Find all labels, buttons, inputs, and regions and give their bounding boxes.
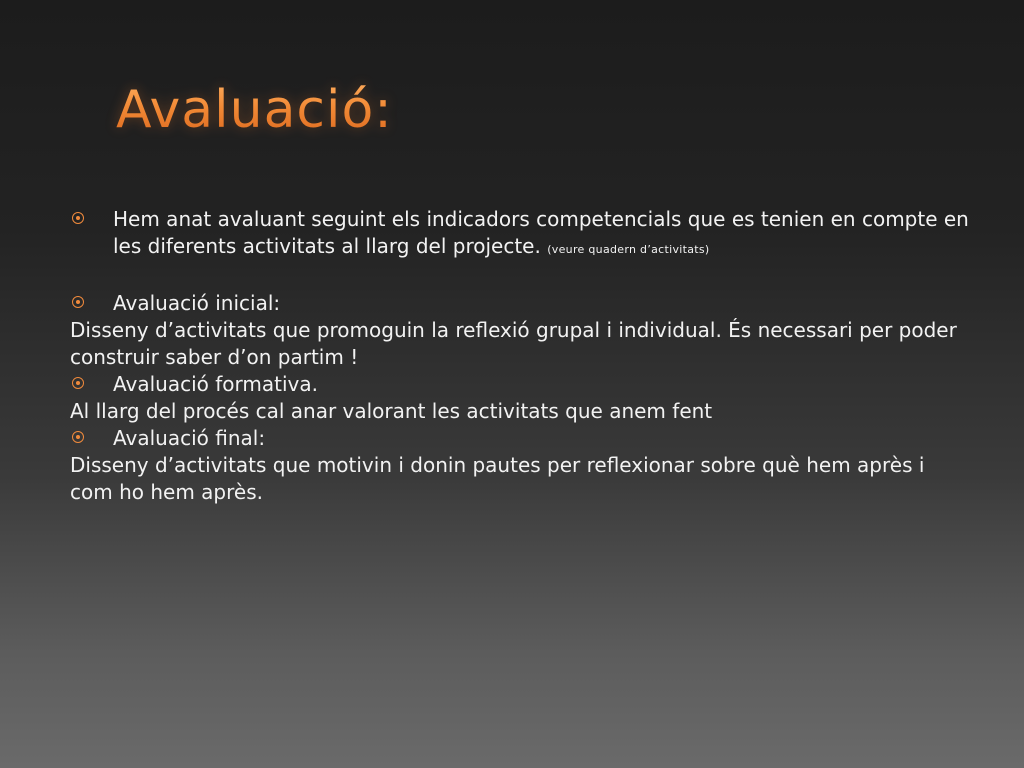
slide-title: Avaluació:	[116, 80, 393, 140]
bullet-avaluacio-final	[70, 425, 970, 452]
section-heading: Avaluació inicial:	[113, 291, 281, 315]
section-heading: Avaluació final:	[113, 426, 266, 450]
section-description: Disseny d’activitats que motivin i donin pautes per reflexionar sobre què hem après i com ho hem après.	[70, 453, 925, 504]
circled-dot-bullet-icon	[72, 431, 84, 443]
section-description: Disseny d’activitats que promoguin la reflexió grupal i individual. És necessari per poder construir saber d’on partim !	[70, 318, 957, 369]
bullet-intro	[70, 206, 970, 263]
intro-note: (veure quadern d’activitats)	[547, 243, 710, 256]
intro-text: Hem anat avaluant seguint els indicadors competencials que es tenien en compte en les diferents activitats al llarg del projecte.	[113, 207, 969, 258]
slide-content	[70, 206, 970, 506]
bullet-avaluacio-inicial	[70, 290, 970, 317]
bullet-avaluacio-formativa	[70, 371, 970, 398]
circled-dot-bullet-icon	[72, 296, 84, 308]
spacer	[70, 263, 970, 290]
section-heading: Avaluació formativa.	[113, 372, 318, 396]
circled-dot-bullet-icon	[72, 377, 84, 389]
section-description: Al llarg del procés cal anar valorant les activitats que anem fent	[70, 399, 713, 423]
circled-dot-bullet-icon	[72, 212, 84, 224]
